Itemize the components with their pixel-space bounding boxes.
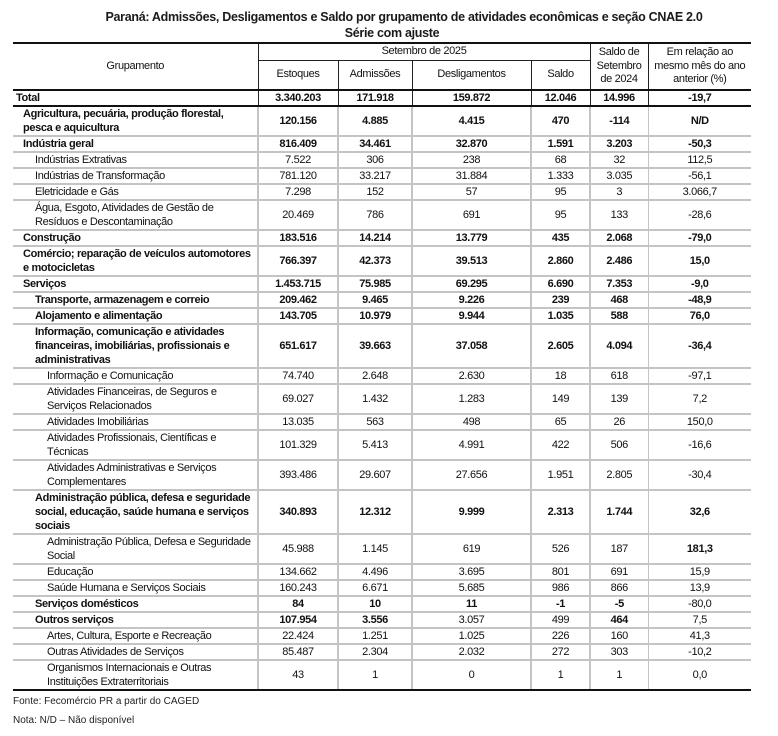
cell-saldo: 149 — [531, 384, 590, 414]
cell-saldo-prev: 1 — [590, 660, 648, 690]
cell-estoques: 85.487 — [258, 644, 338, 660]
cell-estoques: 781.120 — [258, 168, 338, 184]
cell-estoques: 43 — [258, 660, 338, 690]
cell-variacao: -80,0 — [648, 596, 751, 612]
footer-source: Fonte: Fecomércio PR a partir do CAGED — [13, 696, 200, 707]
cell-saldo-prev: 2.068 — [590, 230, 648, 246]
cell-variacao: -9,0 — [648, 276, 751, 292]
cell-variacao: 7,2 — [648, 384, 751, 414]
cell-saldo-prev: 32 — [590, 152, 648, 168]
cell-saldo-prev: 133 — [590, 200, 648, 230]
cell-variacao: -97,1 — [648, 368, 751, 384]
cell-saldo-prev: 3.203 — [590, 136, 648, 152]
table-row — [13, 230, 751, 246]
cell-variacao: 112,5 — [648, 152, 751, 168]
table-row — [13, 168, 751, 184]
table-row — [13, 324, 751, 368]
cell-estoques: 7.298 — [258, 184, 338, 200]
cell-variacao: -48,9 — [648, 292, 751, 308]
cell-desligamentos: 238 — [412, 152, 531, 168]
header-period: Setembro de 2025 — [258, 43, 590, 61]
cell-estoques: 816.409 — [258, 136, 338, 152]
cell-saldo-prev: -5 — [590, 596, 648, 612]
cell-estoques: 143.705 — [258, 308, 338, 324]
cell-saldo-prev: 7.353 — [590, 276, 648, 292]
cell-desligamentos: 32.870 — [412, 136, 531, 152]
cell-saldo: 18 — [531, 368, 590, 384]
cell-estoques: 3.340.203 — [258, 90, 338, 106]
cell-variacao: 7,5 — [648, 612, 751, 628]
cell-variacao: -79,0 — [648, 230, 751, 246]
header-variacao: Em relação ao mesmo mês do ano anterior (%) — [648, 43, 751, 90]
cell-estoques: 1.453.715 — [258, 276, 338, 292]
row-label: Serviços domésticos — [13, 596, 258, 612]
cell-admissoes: 29.607 — [338, 460, 412, 490]
cell-variacao: 15,9 — [648, 564, 751, 580]
cell-saldo-prev: 588 — [590, 308, 648, 324]
header-desligamentos: Desligamentos — [412, 61, 531, 91]
row-label: Atividades Profissionais, Científicas e Técnicas — [13, 430, 258, 460]
cell-desligamentos: 1.025 — [412, 628, 531, 644]
table-row — [13, 246, 751, 276]
row-label: Alojamento e alimentação — [13, 308, 258, 324]
cell-desligamentos: 13.779 — [412, 230, 531, 246]
total-row — [13, 90, 751, 106]
cell-admissoes: 33.217 — [338, 168, 412, 184]
cell-saldo: 1.591 — [531, 136, 590, 152]
cell-estoques: 13.035 — [258, 414, 338, 430]
cell-admissoes: 152 — [338, 184, 412, 200]
cell-desligamentos: 1.283 — [412, 384, 531, 414]
table-row — [13, 534, 751, 564]
table-row — [13, 660, 751, 690]
cell-saldo: 95 — [531, 184, 590, 200]
row-label: Informação e Comunicação — [13, 368, 258, 384]
row-label: Total — [13, 90, 258, 106]
cell-saldo: 470 — [531, 106, 590, 136]
row-label: Eletricidade e Gás — [13, 184, 258, 200]
cell-admissoes: 5.413 — [338, 430, 412, 460]
cell-variacao: N/D — [648, 106, 751, 136]
table-row — [13, 644, 751, 660]
cell-desligamentos: 619 — [412, 534, 531, 564]
cell-variacao: -50,3 — [648, 136, 751, 152]
table-row — [13, 490, 751, 534]
row-label: Agricultura, pecuária, produção florestal, pesca e aquicultura — [13, 106, 258, 136]
cell-estoques: 393.486 — [258, 460, 338, 490]
cell-saldo: 1.951 — [531, 460, 590, 490]
employment-table — [13, 42, 751, 691]
cell-desligamentos: 9.226 — [412, 292, 531, 308]
cell-desligamentos: 27.656 — [412, 460, 531, 490]
cell-estoques: 766.397 — [258, 246, 338, 276]
cell-saldo: 12.046 — [531, 90, 590, 106]
cell-admissoes: 14.214 — [338, 230, 412, 246]
cell-estoques: 20.469 — [258, 200, 338, 230]
table-row — [13, 628, 751, 644]
cell-admissoes: 39.663 — [338, 324, 412, 368]
cell-saldo-prev: 618 — [590, 368, 648, 384]
cell-admissoes: 4.885 — [338, 106, 412, 136]
cell-variacao: 15,0 — [648, 246, 751, 276]
cell-saldo: 68 — [531, 152, 590, 168]
cell-saldo: 95 — [531, 200, 590, 230]
cell-saldo-prev: 187 — [590, 534, 648, 564]
table-row — [13, 564, 751, 580]
cell-desligamentos: 31.884 — [412, 168, 531, 184]
table-row — [13, 106, 751, 136]
cell-variacao: -28,6 — [648, 200, 751, 230]
cell-variacao: -36,4 — [648, 324, 751, 368]
cell-saldo-prev: 139 — [590, 384, 648, 414]
cell-saldo: 239 — [531, 292, 590, 308]
cell-saldo: -1 — [531, 596, 590, 612]
cell-estoques: 134.662 — [258, 564, 338, 580]
cell-variacao: 0,0 — [648, 660, 751, 690]
cell-saldo-prev: 2.805 — [590, 460, 648, 490]
cell-saldo-prev: 691 — [590, 564, 648, 580]
cell-saldo: 1 — [531, 660, 590, 690]
cell-estoques: 209.462 — [258, 292, 338, 308]
table-row — [13, 368, 751, 384]
cell-saldo-prev: 14.996 — [590, 90, 648, 106]
cell-variacao: -19,7 — [648, 90, 751, 106]
cell-estoques: 160.243 — [258, 580, 338, 596]
row-label: Atividades Imobiliárias — [13, 414, 258, 430]
table-row — [13, 184, 751, 200]
row-label: Comércio; reparação de veículos automotores e motocicletas — [13, 246, 258, 276]
row-label: Indústria geral — [13, 136, 258, 152]
cell-variacao: -10,2 — [648, 644, 751, 660]
table-row — [13, 612, 751, 628]
table-row — [13, 276, 751, 292]
cell-estoques: 74.740 — [258, 368, 338, 384]
cell-estoques: 101.329 — [258, 430, 338, 460]
cell-admissoes: 3.556 — [338, 612, 412, 628]
cell-admissoes: 786 — [338, 200, 412, 230]
cell-estoques: 120.156 — [258, 106, 338, 136]
cell-variacao: -30,4 — [648, 460, 751, 490]
row-label: Administração pública, defesa e seguridade social, educação, saúde humana e serviços sociais — [13, 490, 258, 534]
cell-saldo: 801 — [531, 564, 590, 580]
cell-saldo-prev: 506 — [590, 430, 648, 460]
cell-admissoes: 1.145 — [338, 534, 412, 564]
cell-saldo-prev: -114 — [590, 106, 648, 136]
table-row — [13, 384, 751, 414]
cell-desligamentos: 0 — [412, 660, 531, 690]
table-row — [13, 308, 751, 324]
cell-estoques: 340.893 — [258, 490, 338, 534]
table-row — [13, 136, 751, 152]
table-row — [13, 580, 751, 596]
cell-estoques: 183.516 — [258, 230, 338, 246]
cell-desligamentos: 2.630 — [412, 368, 531, 384]
row-label: Indústrias de Transformação — [13, 168, 258, 184]
cell-estoques: 7.522 — [258, 152, 338, 168]
cell-variacao: 76,0 — [648, 308, 751, 324]
cell-variacao: -56,1 — [648, 168, 751, 184]
row-label: Serviços — [13, 276, 258, 292]
row-label: Organismos Internacionais e Outras Instituições Extraterritoriais — [13, 660, 258, 690]
cell-admissoes: 10 — [338, 596, 412, 612]
cell-estoques: 107.954 — [258, 612, 338, 628]
cell-saldo-prev: 3.035 — [590, 168, 648, 184]
row-label: Outras Atividades de Serviços — [13, 644, 258, 660]
header-admissoes: Admissões — [338, 61, 412, 91]
cell-desligamentos: 4.415 — [412, 106, 531, 136]
cell-saldo: 272 — [531, 644, 590, 660]
row-label: Transporte, armazenagem e correio — [13, 292, 258, 308]
cell-admissoes: 563 — [338, 414, 412, 430]
table-row — [13, 414, 751, 430]
cell-saldo-prev: 26 — [590, 414, 648, 430]
table-subtitle: Série com ajuste — [344, 26, 440, 40]
row-label: Atividades Financeiras, de Seguros e Serviços Relacionados — [13, 384, 258, 414]
header-estoques: Estoques — [258, 61, 338, 91]
cell-desligamentos: 37.058 — [412, 324, 531, 368]
cell-desligamentos: 3.057 — [412, 612, 531, 628]
row-label: Administração Pública, Defesa e Seguridade Social — [13, 534, 258, 564]
row-label: Água, Esgoto, Atividades de Gestão de Resíduos e Descontaminação — [13, 200, 258, 230]
cell-variacao: 13,9 — [648, 580, 751, 596]
cell-saldo-prev: 3 — [590, 184, 648, 200]
cell-saldo: 226 — [531, 628, 590, 644]
cell-admissoes: 2.648 — [338, 368, 412, 384]
cell-variacao: 41,3 — [648, 628, 751, 644]
table-row — [13, 292, 751, 308]
cell-admissoes: 12.312 — [338, 490, 412, 534]
cell-estoques: 84 — [258, 596, 338, 612]
cell-saldo: 65 — [531, 414, 590, 430]
table-row — [13, 596, 751, 612]
row-label: Atividades Administrativas e Serviços Complementares — [13, 460, 258, 490]
cell-saldo: 1.333 — [531, 168, 590, 184]
table-row — [13, 460, 751, 490]
cell-admissoes: 6.671 — [338, 580, 412, 596]
header-saldo-prev: Saldo de Setembro de 2024 — [590, 43, 648, 90]
cell-saldo: 422 — [531, 430, 590, 460]
cell-estoques: 651.617 — [258, 324, 338, 368]
cell-desligamentos: 9.944 — [412, 308, 531, 324]
cell-admissoes: 75.985 — [338, 276, 412, 292]
cell-desligamentos: 498 — [412, 414, 531, 430]
cell-saldo: 499 — [531, 612, 590, 628]
cell-saldo-prev: 1.744 — [590, 490, 648, 534]
cell-saldo-prev: 866 — [590, 580, 648, 596]
cell-admissoes: 4.496 — [338, 564, 412, 580]
cell-desligamentos: 3.695 — [412, 564, 531, 580]
cell-saldo-prev: 2.486 — [590, 246, 648, 276]
row-label: Saúde Humana e Serviços Sociais — [13, 580, 258, 596]
cell-estoques: 69.027 — [258, 384, 338, 414]
row-label: Educação — [13, 564, 258, 580]
cell-desligamentos: 11 — [412, 596, 531, 612]
cell-saldo: 986 — [531, 580, 590, 596]
cell-admissoes: 10.979 — [338, 308, 412, 324]
cell-desligamentos: 2.032 — [412, 644, 531, 660]
cell-admissoes: 9.465 — [338, 292, 412, 308]
cell-variacao: 150,0 — [648, 414, 751, 430]
table-row — [13, 430, 751, 460]
cell-saldo: 526 — [531, 534, 590, 564]
cell-admissoes: 42.373 — [338, 246, 412, 276]
cell-admissoes: 306 — [338, 152, 412, 168]
cell-saldo-prev: 468 — [590, 292, 648, 308]
cell-estoques: 45.988 — [258, 534, 338, 564]
table-row — [13, 200, 751, 230]
cell-saldo-prev: 4.094 — [590, 324, 648, 368]
cell-saldo: 435 — [531, 230, 590, 246]
cell-admissoes: 34.461 — [338, 136, 412, 152]
cell-admissoes: 1.432 — [338, 384, 412, 414]
cell-desligamentos: 69.295 — [412, 276, 531, 292]
header-saldo: Saldo — [531, 61, 590, 91]
footer-note: Nota: N/D – Não disponível — [13, 715, 135, 726]
cell-variacao: 181,3 — [648, 534, 751, 564]
cell-saldo-prev: 303 — [590, 644, 648, 660]
cell-saldo: 6.690 — [531, 276, 590, 292]
header-grupamento: Grupamento — [13, 43, 258, 90]
cell-desligamentos: 691 — [412, 200, 531, 230]
cell-variacao: 3.066,7 — [648, 184, 751, 200]
cell-variacao: -16,6 — [648, 430, 751, 460]
cell-saldo-prev: 464 — [590, 612, 648, 628]
cell-estoques: 22.424 — [258, 628, 338, 644]
table-title: Paraná: Admissões, Desligamentos e Saldo por grupamento de atividades econômicas e seção CNAE 2.0 — [105, 10, 703, 24]
row-label: Construção — [13, 230, 258, 246]
cell-desligamentos: 4.991 — [412, 430, 531, 460]
cell-admissoes: 2.304 — [338, 644, 412, 660]
row-label: Indústrias Extrativas — [13, 152, 258, 168]
cell-desligamentos: 39.513 — [412, 246, 531, 276]
cell-saldo: 2.860 — [531, 246, 590, 276]
table-row — [13, 152, 751, 168]
cell-variacao: 32,6 — [648, 490, 751, 534]
cell-desligamentos: 159.872 — [412, 90, 531, 106]
cell-admissoes: 1 — [338, 660, 412, 690]
cell-desligamentos: 5.685 — [412, 580, 531, 596]
row-label: Informação, comunicação e atividades financeiras, imobiliárias, profissionais e administrativas — [13, 324, 258, 368]
cell-desligamentos: 9.999 — [412, 490, 531, 534]
cell-desligamentos: 57 — [412, 184, 531, 200]
cell-admissoes: 1.251 — [338, 628, 412, 644]
row-label: Outros serviços — [13, 612, 258, 628]
table-body — [13, 90, 751, 690]
cell-saldo: 1.035 — [531, 308, 590, 324]
cell-saldo: 2.605 — [531, 324, 590, 368]
cell-saldo-prev: 160 — [590, 628, 648, 644]
row-label: Artes, Cultura, Esporte e Recreação — [13, 628, 258, 644]
cell-saldo: 2.313 — [531, 490, 590, 534]
cell-admissoes: 171.918 — [338, 90, 412, 106]
